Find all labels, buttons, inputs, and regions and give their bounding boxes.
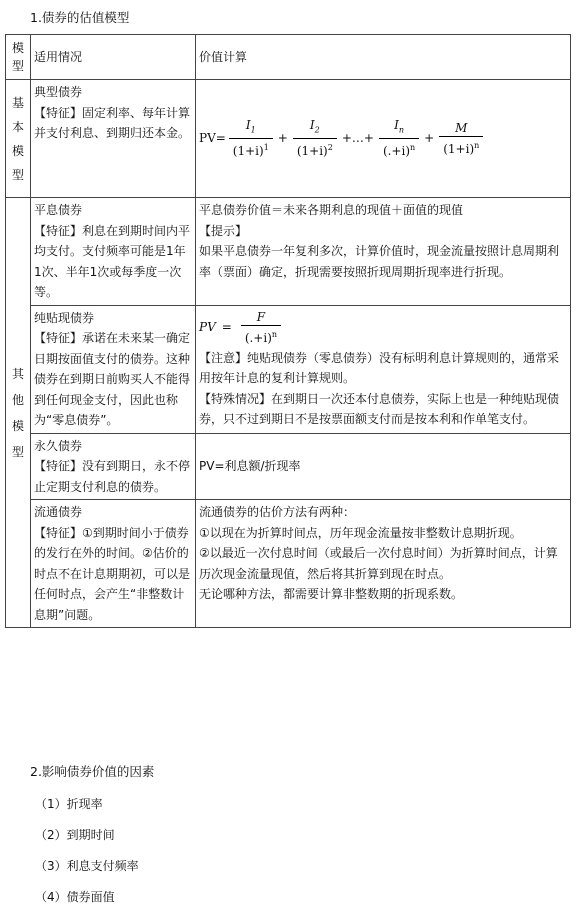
zero-feature: 【特征】承诺在未来某一确定日期按面值支付的债券。这种债券在到期日前购买人不能得到任何现金支付，因此也称为“零息债券”。 [34,331,191,427]
header-usage: 适用情况 [31,35,196,80]
basic-calc [196,80,571,198]
perpetual-calc: PV=利息额/折现率 [196,433,571,500]
basic-name: 典型债券 [34,85,83,99]
zero-calc: PV = $\frac{F}{(.+i)^n}$ 【注意】纯贴现债券（零息债券）没有标明利息计算规则的，通常采用按年计息的复利计算规则。 【特殊情况】在到期日一次还本付息债券，实际上也是一种纯贴现债券，只不过到期日不是按票面额支付而是按本利和作单笔支付。 [196,305,571,433]
circulating-name: 流通债券 [34,505,83,519]
circulating-usage [31,500,196,628]
zero-usage [31,305,196,433]
basic-usage [31,80,196,198]
flat-usage [31,198,196,306]
table-row-zero [6,305,571,433]
header-calc: 价值计算 [196,35,571,80]
factor-item: （3）利息支付频率 [35,859,139,873]
section2-title: 2.影响债券价值的因素 [30,764,155,779]
flat-calc: 平息债券价值＝未来各期利息的现值＋面值的现值 【提示】 如果平息债券一年复利多次，计算价值时，现金流量按照计息周期利率（票面）确定，折现需要按照折现周期折现率进行折现。 [196,198,571,306]
perpetual-feature: 【特征】没有到期日，永不停止定期支付利息的债券。 [34,459,191,494]
factor-item: （4）债券面值 [35,890,115,904]
factor-item: （2）到期时间 [35,828,115,842]
table-row-basic [6,80,571,198]
flat-name: 平息债券 [34,203,83,217]
table-row-perpetual [6,433,571,500]
group-basic: 基本模型 [6,80,31,198]
table-header-row [6,35,571,80]
flat-feature: 【特征】利息在到期时间内平均支付。支付频率可能是1年1次、半年1次或每季度一次等。 [34,223,191,299]
typical-bond-formula: PV= $\frac{I_1}{(1+i)^1}$ + $\frac{I_2}{(1+i)^2}$ +…+ $\frac{I_n}{(.+i)^n}$ + $\frac{M}{(1+i)^n}$ [199,109,567,169]
circulating-feature: 【特征】①到期时间小于债券的发行在外的时间。②估价的时点不在计息期期初，可以是任何时点，会产生“非整数计息期”问题。 [34,525,191,622]
circulating-calc: 流通债券的估价方法有两种： ①以现在为折算时间点，历年现金流量按非整数计息期折现。 ②以最近一次付息时间（或最后一次付息时间）为折算时间点，计算历次现金流量现值，然后将其折算到现在时点。 无论哪种方法，都需要计算非整数期的折现系数。 [196,500,571,628]
group-other: 其他模型 [6,198,31,628]
zero-formula: PV = $\frac{F}{(.+i)^n}$ [199,308,567,348]
factor-item: （1）折现率 [35,797,103,811]
perpetual-name: 永久债券 [34,438,83,453]
bond-model-table [5,34,571,628]
table-row-flat [6,198,571,306]
header-model: 模型 [6,35,31,80]
basic-feature: 【特征】固定利率、每年计算并支付利息、到期归还本金。 [34,105,191,140]
zero-name: 纯贴现债券 [34,310,95,325]
section1-title: 1.债券的估值模型 [30,10,130,25]
perpetual-usage [31,433,196,500]
table-row-circulating [6,500,571,628]
